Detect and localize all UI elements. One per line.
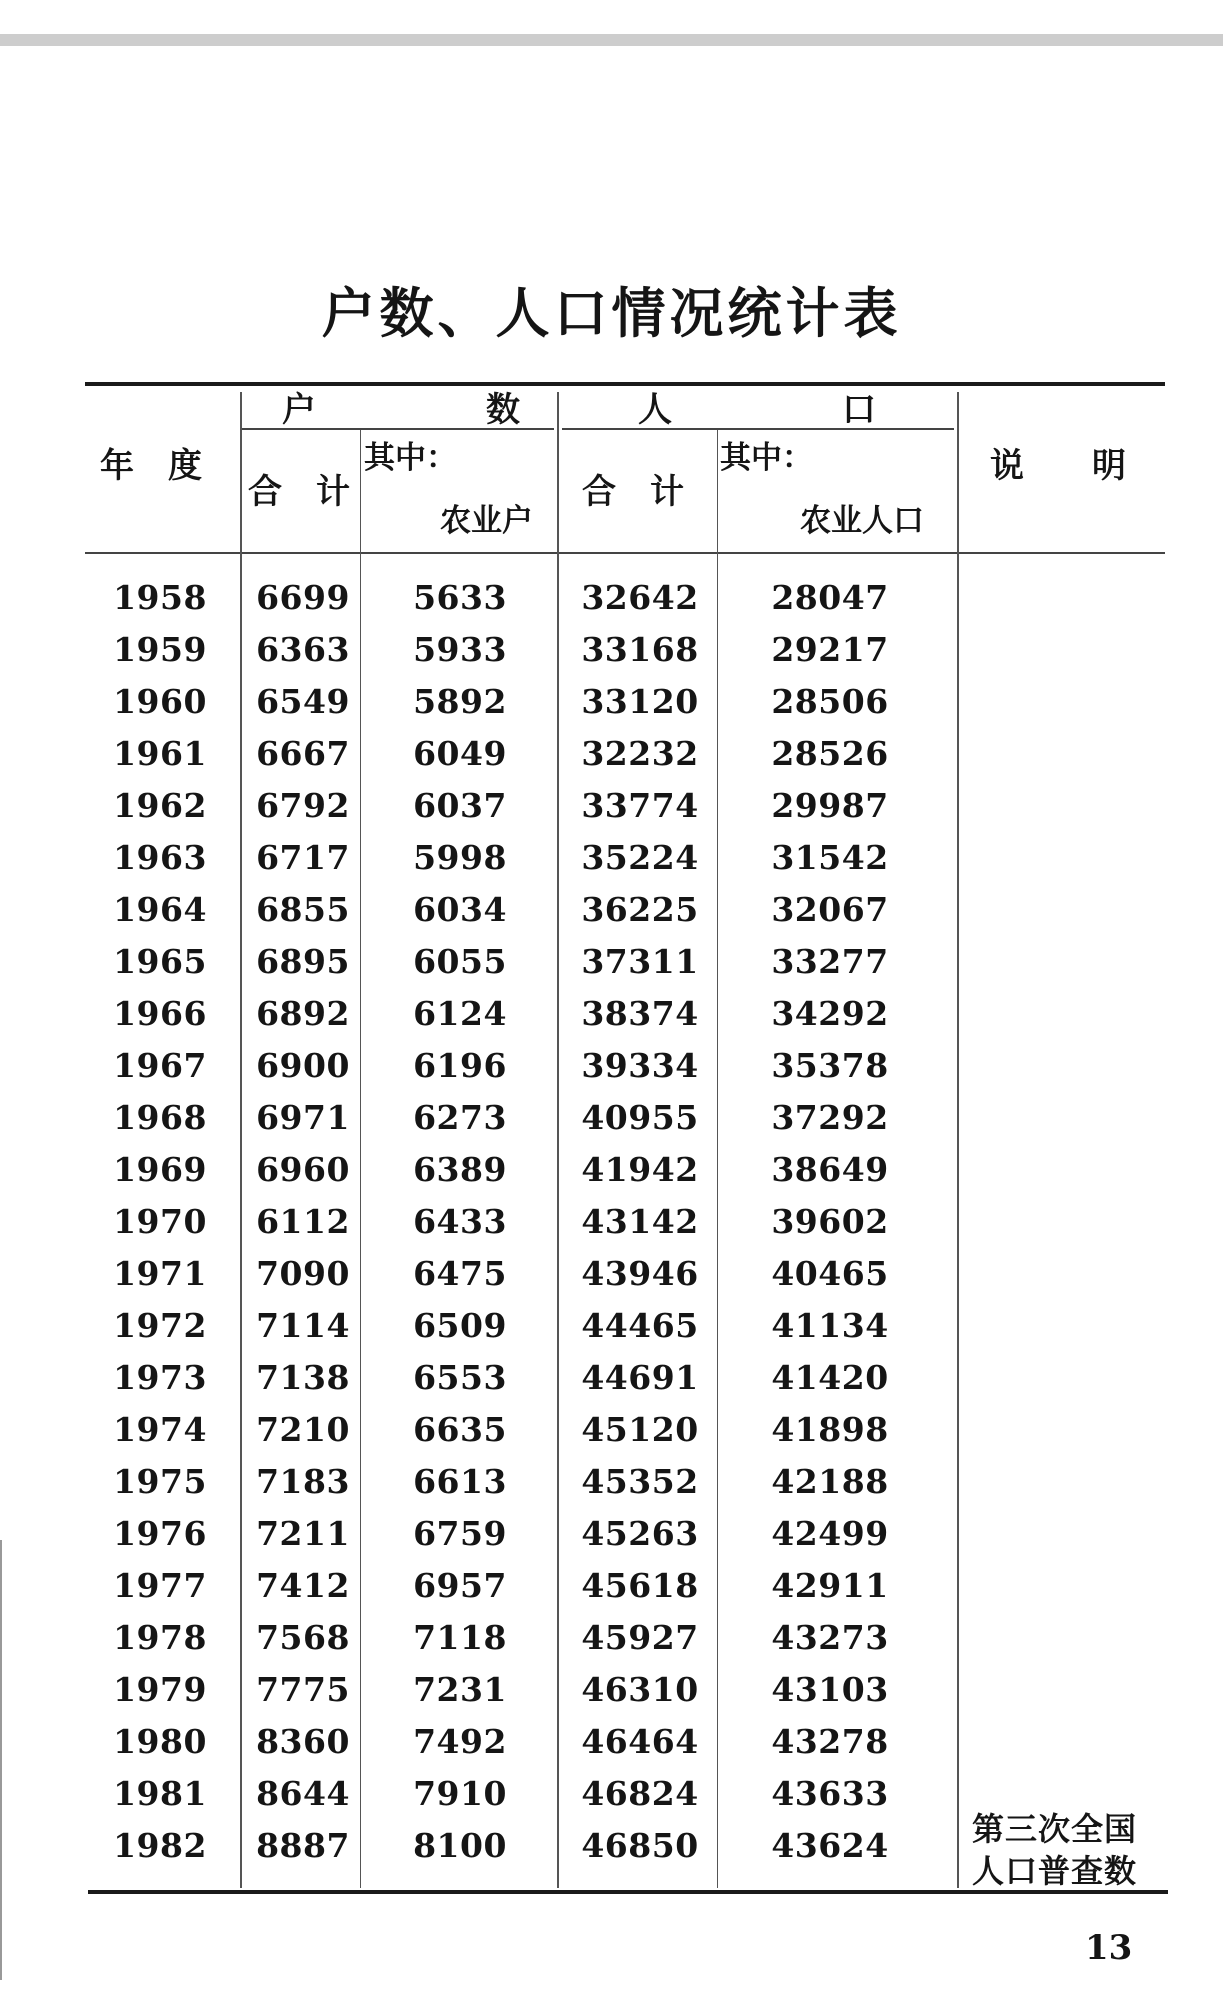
- table-row: [0, 676, 1223, 728]
- cell-agri-households: 7492: [413, 1722, 507, 1761]
- cell-year: 1962: [113, 786, 207, 825]
- cell-households-total: 6667: [256, 734, 350, 773]
- cell-year: 1978: [113, 1618, 207, 1657]
- cell-population-total: 36225: [581, 890, 699, 929]
- cell-agri-households: 6475: [413, 1254, 507, 1293]
- header-bottom-rule: [85, 552, 1165, 554]
- table-top-rule: [85, 382, 1165, 386]
- cell-year: 1963: [113, 838, 207, 877]
- header-year: 年 度: [100, 446, 202, 486]
- header-households-group: 户 数: [282, 390, 520, 430]
- cell-population-total: 41942: [581, 1150, 699, 1189]
- table-row: [0, 1560, 1223, 1612]
- cell-agri-households: 7910: [413, 1774, 507, 1813]
- table-row: [0, 1300, 1223, 1352]
- cell-households-total: 6900: [256, 1046, 350, 1085]
- header-agri-population: 农业人口: [800, 503, 924, 539]
- cell-population-total: 45120: [581, 1410, 699, 1449]
- cell-agri-households: 6553: [413, 1358, 507, 1397]
- table-row: [0, 1092, 1223, 1144]
- cell-year: 1973: [113, 1358, 207, 1397]
- cell-population-total: 43946: [581, 1254, 699, 1293]
- cell-population-total: 45927: [581, 1618, 699, 1657]
- cell-agri-households: 5998: [413, 838, 507, 877]
- cell-agri-population: 37292: [771, 1098, 889, 1137]
- table-row: [0, 624, 1223, 676]
- cell-year: 1981: [113, 1774, 207, 1813]
- cell-population-total: 46824: [581, 1774, 699, 1813]
- cell-year: 1982: [113, 1826, 207, 1865]
- cell-year: 1961: [113, 734, 207, 773]
- cell-agri-households: 5633: [413, 578, 507, 617]
- cell-population-total: 45618: [581, 1566, 699, 1605]
- cell-population-total: 32642: [581, 578, 699, 617]
- cell-agri-population: 43624: [771, 1826, 889, 1865]
- cell-agri-households: 6124: [413, 994, 507, 1033]
- table-row: [0, 936, 1223, 988]
- cell-year: 1968: [113, 1098, 207, 1137]
- cell-population-total: 46850: [581, 1826, 699, 1865]
- table-row: [0, 1352, 1223, 1404]
- cell-agri-households: 6509: [413, 1306, 507, 1345]
- cell-households-total: 7412: [256, 1566, 350, 1605]
- cell-agri-households: 5933: [413, 630, 507, 669]
- cell-agri-population: 42499: [771, 1514, 889, 1553]
- cell-agri-households: 6034: [413, 890, 507, 929]
- cell-agri-households: 6049: [413, 734, 507, 773]
- note-1982-line1: 第三次全国: [972, 1810, 1138, 1848]
- cell-households-total: 8887: [256, 1826, 350, 1865]
- cell-agri-households: 6196: [413, 1046, 507, 1085]
- cell-agri-population: 31542: [771, 838, 889, 877]
- cell-agri-population: 28047: [771, 578, 889, 617]
- cell-agri-population: 41898: [771, 1410, 889, 1449]
- cell-population-total: 46310: [581, 1670, 699, 1709]
- table-row: [0, 1664, 1223, 1716]
- cell-households-total: 7210: [256, 1410, 350, 1449]
- table-row: [0, 728, 1223, 780]
- cell-year: 1970: [113, 1202, 207, 1241]
- cell-agri-population: 43103: [771, 1670, 889, 1709]
- table-row: [0, 1456, 1223, 1508]
- cell-households-total: 8360: [256, 1722, 350, 1761]
- header-households-of-which: 其中：: [364, 440, 457, 476]
- cell-year: 1974: [113, 1410, 207, 1449]
- cell-households-total: 7090: [256, 1254, 350, 1293]
- cell-agri-households: 6055: [413, 942, 507, 981]
- header-remarks: 说 明: [990, 446, 1126, 486]
- cell-year: 1967: [113, 1046, 207, 1085]
- cell-population-total: 33774: [581, 786, 699, 825]
- cell-agri-households: 6759: [413, 1514, 507, 1553]
- cell-agri-population: 29987: [771, 786, 889, 825]
- cell-agri-households: 6433: [413, 1202, 507, 1241]
- cell-population-total: 33120: [581, 682, 699, 721]
- cell-agri-population: 39602: [771, 1202, 889, 1241]
- cell-year: 1958: [113, 578, 207, 617]
- cell-agri-population: 42911: [771, 1566, 889, 1605]
- cell-households-total: 8644: [256, 1774, 350, 1813]
- cell-year: 1960: [113, 682, 207, 721]
- table-row: [0, 1248, 1223, 1300]
- cell-agri-households: 7231: [413, 1670, 507, 1709]
- cell-agri-households: 5892: [413, 682, 507, 721]
- cell-agri-population: 38649: [771, 1150, 889, 1189]
- cell-year: 1972: [113, 1306, 207, 1345]
- table-row: [0, 780, 1223, 832]
- table-row: [0, 1404, 1223, 1456]
- cell-population-total: 38374: [581, 994, 699, 1033]
- cell-agri-households: 6635: [413, 1410, 507, 1449]
- cell-year: 1976: [113, 1514, 207, 1553]
- table-row: [0, 1196, 1223, 1248]
- header-agri-households: 农业户: [440, 503, 533, 539]
- cell-households-total: 6717: [256, 838, 350, 877]
- cell-households-total: 7138: [256, 1358, 350, 1397]
- cell-agri-population: 41134: [771, 1306, 889, 1345]
- cell-population-total: 39334: [581, 1046, 699, 1085]
- cell-households-total: 6892: [256, 994, 350, 1033]
- cell-households-total: 7183: [256, 1462, 350, 1501]
- cell-population-total: 43142: [581, 1202, 699, 1241]
- cell-year: 1969: [113, 1150, 207, 1189]
- cell-agri-population: 41420: [771, 1358, 889, 1397]
- table-row: [0, 1716, 1223, 1768]
- table-row: [0, 884, 1223, 936]
- table-row: [0, 988, 1223, 1040]
- cell-population-total: 40955: [581, 1098, 699, 1137]
- cell-population-total: 45352: [581, 1462, 699, 1501]
- cell-agri-population: 32067: [771, 890, 889, 929]
- table-row: [0, 1144, 1223, 1196]
- cell-agri-population: 33277: [771, 942, 889, 981]
- table-row: [0, 1508, 1223, 1560]
- cell-agri-households: 6037: [413, 786, 507, 825]
- cell-households-total: 7114: [256, 1306, 350, 1345]
- cell-households-total: 6960: [256, 1150, 350, 1189]
- cell-population-total: 33168: [581, 630, 699, 669]
- cell-population-total: 32232: [581, 734, 699, 773]
- cell-households-total: 6971: [256, 1098, 350, 1137]
- cell-households-total: 6549: [256, 682, 350, 721]
- header-population-group: 人 口: [638, 390, 876, 430]
- header-population-of-which: 其中：: [720, 440, 813, 476]
- cell-households-total: 6699: [256, 578, 350, 617]
- cell-agri-population: 43278: [771, 1722, 889, 1761]
- cell-households-total: 7568: [256, 1618, 350, 1657]
- table-body: [0, 572, 1223, 1872]
- cell-population-total: 44465: [581, 1306, 699, 1345]
- header-households-total: 合 计: [248, 472, 350, 512]
- page-number: 13: [1085, 1928, 1133, 1968]
- cell-year: 1964: [113, 890, 207, 929]
- header-population-total: 合 计: [582, 472, 684, 512]
- cell-households-total: 7775: [256, 1670, 350, 1709]
- cell-agri-population: 43633: [771, 1774, 889, 1813]
- cell-households-total: 6895: [256, 942, 350, 981]
- cell-year: 1971: [113, 1254, 207, 1293]
- cell-year: 1980: [113, 1722, 207, 1761]
- cell-agri-households: 6957: [413, 1566, 507, 1605]
- note-1982: [972, 1808, 1172, 1892]
- table-row: [0, 1040, 1223, 1092]
- cell-agri-population: 42188: [771, 1462, 889, 1501]
- cell-agri-population: 28526: [771, 734, 889, 773]
- cell-agri-population: 40465: [771, 1254, 889, 1293]
- cell-agri-households: 7118: [413, 1618, 507, 1657]
- cell-agri-population: 34292: [771, 994, 889, 1033]
- cell-year: 1966: [113, 994, 207, 1033]
- cell-population-total: 44691: [581, 1358, 699, 1397]
- cell-population-total: 37311: [581, 942, 699, 981]
- cell-year: 1965: [113, 942, 207, 981]
- cell-year: 1975: [113, 1462, 207, 1501]
- table-title: 户数、人口情况统计表: [321, 281, 902, 345]
- cell-year: 1977: [113, 1566, 207, 1605]
- cell-population-total: 46464: [581, 1722, 699, 1761]
- cell-year: 1979: [113, 1670, 207, 1709]
- table-row: [0, 572, 1223, 624]
- cell-agri-households: 6613: [413, 1462, 507, 1501]
- cell-households-total: 6792: [256, 786, 350, 825]
- cell-households-total: 7211: [256, 1514, 350, 1553]
- table-row: [0, 1612, 1223, 1664]
- viewer-top-bar: [0, 34, 1223, 46]
- cell-agri-households: 6389: [413, 1150, 507, 1189]
- cell-agri-population: 29217: [771, 630, 889, 669]
- cell-households-total: 6112: [256, 1202, 350, 1241]
- cell-agri-population: 35378: [771, 1046, 889, 1085]
- cell-households-total: 6363: [256, 630, 350, 669]
- cell-households-total: 6855: [256, 890, 350, 929]
- cell-agri-households: 6273: [413, 1098, 507, 1137]
- cell-agri-population: 43273: [771, 1618, 889, 1657]
- cell-population-total: 45263: [581, 1514, 699, 1553]
- cell-agri-population: 28506: [771, 682, 889, 721]
- cell-population-total: 35224: [581, 838, 699, 877]
- cell-year: 1959: [113, 630, 207, 669]
- table-row: [0, 832, 1223, 884]
- note-1982-line2: 人口普查数: [972, 1852, 1138, 1890]
- cell-agri-households: 8100: [413, 1826, 507, 1865]
